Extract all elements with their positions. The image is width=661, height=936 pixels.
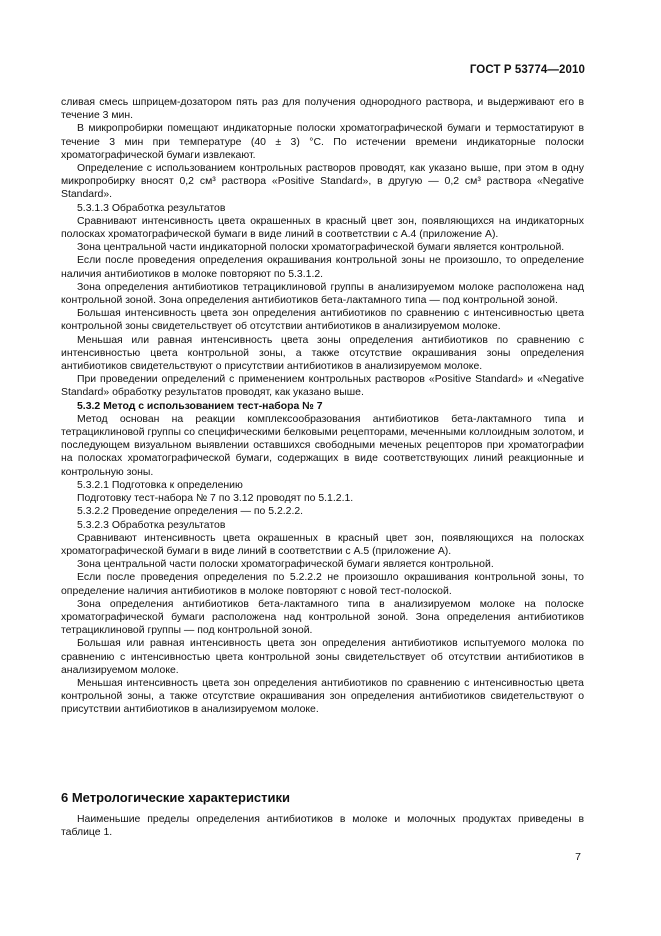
main-text xyxy=(61,96,584,717)
section-heading: 6 Метрологические характеристики xyxy=(61,790,291,805)
subsection-heading: 5.3.2.2 Проведение определения — по 5.2.2.2. xyxy=(77,506,304,518)
paragraph: Зона центральной части полоски хроматографической бумаги является контрольной. xyxy=(77,559,494,571)
paragraph: Меньшая интенсивность цвета зон определения антибиотиков по сравнению с интенсивностью цвета контрольной зоны, а также отсутствие окрашивания зон определения антибиотиков свидетельствуют о присутствии антибиотиков в анализируемом молоке. xyxy=(61,677,584,716)
paragraph: Зона определения антибиотиков тетрациклиновой группы в анализируемом молоке расположена над контрольной зоной. Зона определения антибиотиков бета-лактамного типа — под контрольной зоной. xyxy=(61,281,584,307)
paragraph: Зона определения антибиотиков бета-лактамного типа в анализируемом молоке на полоске хроматографической бумаги расположена над контрольной зоной. Зона определения антибиотиков тетрациклиновой группы — под контрольной зоной. xyxy=(61,598,584,637)
paragraph: Большая интенсивность цвета зон определения антибиотиков по сравнению с интенсивностью цвета контрольной зоны свидетельствует об отсутствии антибиотиков в анализируемом молоке. xyxy=(61,308,584,333)
subsection-heading: 5.3.2.3 Обработка результатов xyxy=(77,519,226,531)
page-number: 7 xyxy=(575,851,581,863)
paragraph: Сравнивают интенсивность цвета окрашенных в красный цвет зон, появляющихся на индикаторных полосках хроматографической бумаги в виде линий в соответствии с А.4 (приложение А). xyxy=(61,215,584,241)
paragraph: Если после проведения определения окрашивания контрольной зоны не произошло, то определение наличия антибиотиков в молоке повторяют по 5.3.1.2. xyxy=(61,255,584,280)
paragraph: Наименьшие пределы определения антибиотиков в молоке и молочных продуктах приведены в таблице 1. xyxy=(61,814,584,839)
subsection-heading: 5.3.1.3 Обработка результатов xyxy=(77,202,226,214)
paragraph: Подготовку тест-набора № 7 по 3.12 проводят по 5.1.2.1. xyxy=(77,493,354,505)
subsection-heading: 5.3.2.1 Подготовка к определению xyxy=(77,479,243,491)
paragraph: Если после проведения определения по 5.2.2.2 не произошло окрашивания контрольной зоны, то определение наличия антибиотиков в молоке повторяют с новой тест-полоской. xyxy=(61,572,584,597)
subsection-heading: 5.3.2 Метод с использованием тест-набора № 7 xyxy=(77,400,323,412)
paragraph: Метод основан на реакции комплексообразования антибиотиков бета-лактамного типа и тетрациклиновой группы со специфическими белковыми рецепторами, меченными коллоидным золотом, и последующем визуальном выявлении оставшихся свободными меченых рецепторов при хроматографии на полосках хроматографической бумаги, содержащих в виде соответствующих линий реакционные и контрольную зоны. xyxy=(61,413,584,478)
paragraph: Меньшая или равная интенсивность цвета зоны определения антибиотиков по сравнению с интенсивностью цвета контрольной зоны, а также отсутствие окрашивания зоны определения антибиотиков свидетельствуют о присутствии антибиотиков в анализируемом молоке. xyxy=(61,334,584,373)
paragraph: сливая смесь шприцем-дозатором пять раз для получения однородного раствора, и выдерживают его в течение 3 мин. xyxy=(61,97,584,122)
paragraph: При проведении определений с применением контрольных растворов «Positive Standard» и «Negative Standard» обработку результатов проводят, как указано выше. xyxy=(61,374,584,399)
standard-code: ГОСТ Р 53774—2010 xyxy=(469,64,585,76)
paragraph: Определение с использованием контрольных растворов проводят, как указано выше, при этом в одну микропробирку вносят 0,2 см³ раствора «Positive Standard», в другую — 0,2 см³ раствора «Negative Standard». xyxy=(61,163,584,201)
paragraph: Сравнивают интенсивность цвета окрашенных в красный цвет зон, появляющихся на полосках хроматографической бумаги в виде линий в соответствии с А.5 (приложение А). xyxy=(61,532,584,557)
paragraph: Зона центральной части индикаторной полоски хроматографической бумаги является контрольной. xyxy=(77,242,565,254)
paragraph: Большая или равная интенсивность цвета зон определения антибиотиков испытуемого молока по сравнению с интенсивностью цвета контрольной зоны свидетельствует об отсутствии антибиотиков в анализируемом молоке. xyxy=(61,638,584,676)
paragraph: В микропробирки помещают индикаторные полоски хроматографической бумаги и термостатируют в течение 3 мин при температуре (40 ± 3) °С. По истечении времени индикаторные полоски хроматографической бумаги извлекают. xyxy=(61,123,584,161)
section-text xyxy=(61,813,584,839)
